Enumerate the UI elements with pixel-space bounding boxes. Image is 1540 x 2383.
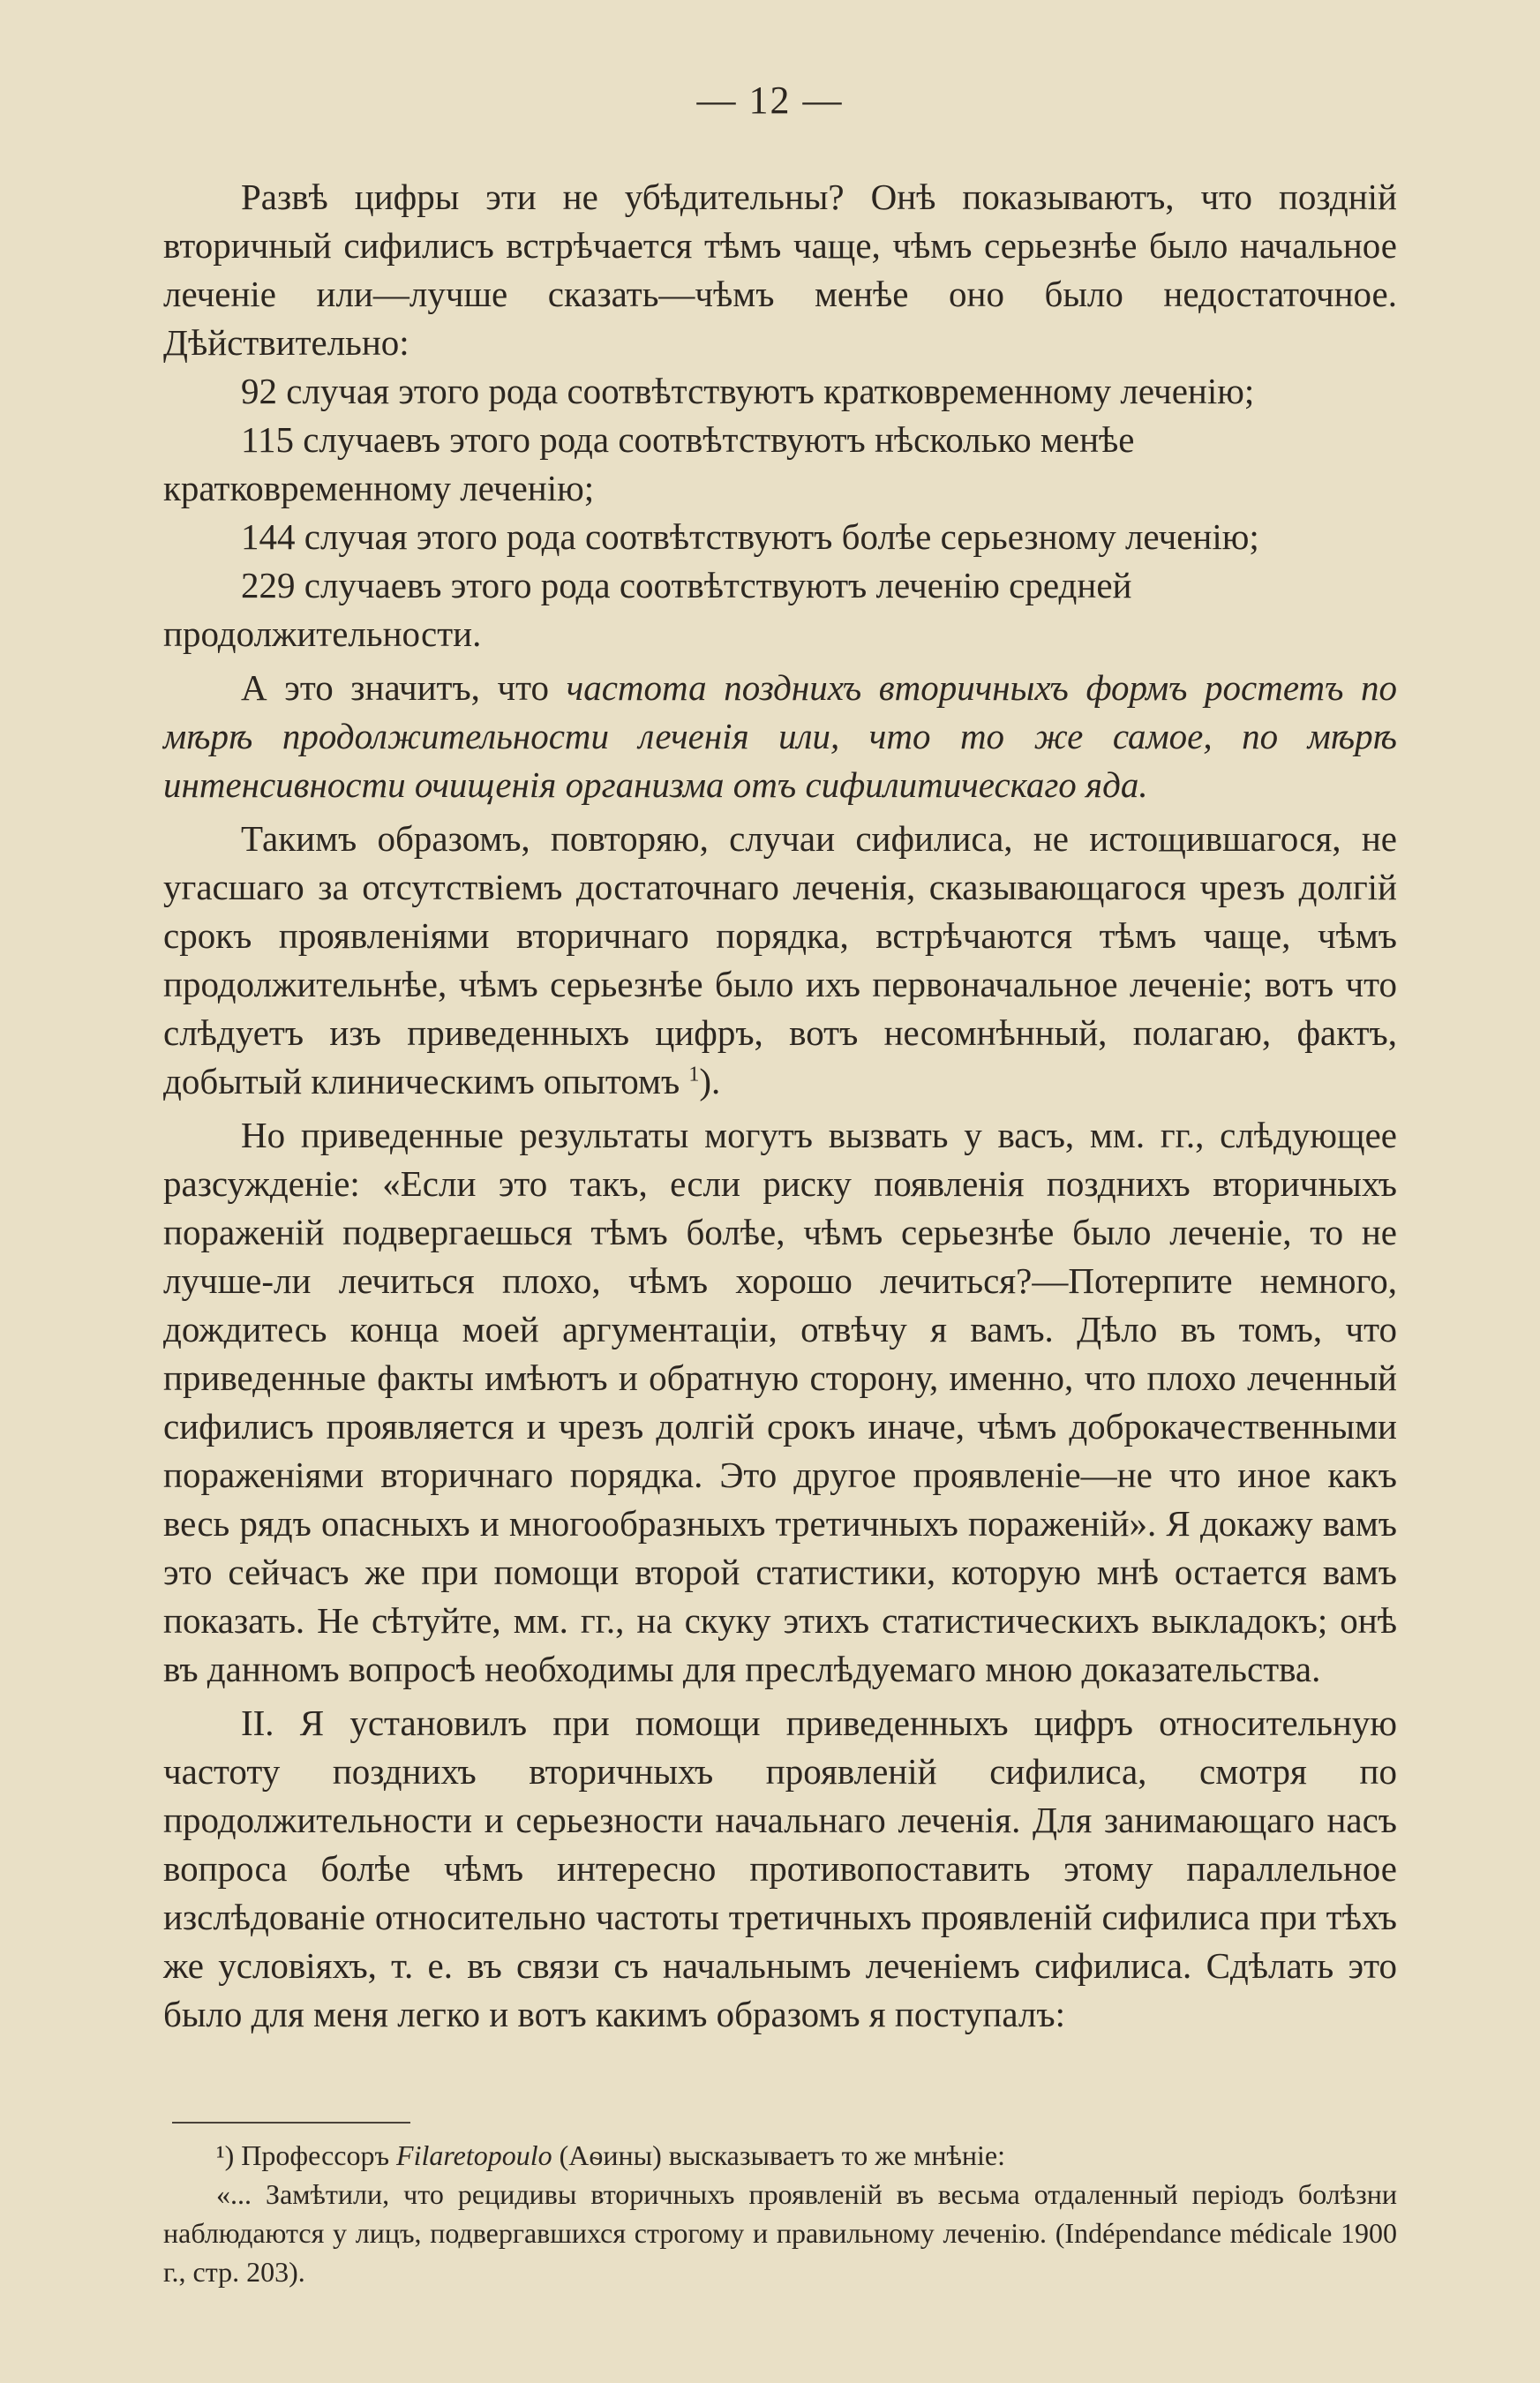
- paragraph-2: [163, 664, 1397, 809]
- footnote-line-1: [163, 2136, 1397, 2175]
- paragraph-3: [163, 815, 1397, 1106]
- paragraph-5: II. Я установилъ при помощи приведенныхъ цифръ относительную частоту позднихъ вторичныхъ проявленій сифилиса, смотря по продолжительности и серьезности начальнаго леченія. Для занимающаго насъ вопроса болѣе чѣмъ интересно противопоставить этому параллельное изслѣдованіе относительно частоты третичныхъ проявленій сифилиса при тѣхъ же условіяхъ, т. е. въ связи съ начальнымъ леченіемъ сифилиса. Сдѣлать это было для меня легко и вотъ какимъ образомъ я поступалъ:: [163, 1703, 1397, 2034]
- footnote: [163, 2136, 1397, 2291]
- main-text: [163, 173, 1397, 2039]
- paragraph-3-text: Такимъ образомъ, повторяю, случаи сифилиса, не истощившагося, не угасшаго за отсутствіемъ достаточнаго леченія, сказывающагося чрезъ долгій срокъ проявленіями вторичнаго порядка, встрѣчаются тѣмъ чаще, чѣмъ продолжительнѣе, чѣмъ серьезнѣе было ихъ первоначальное леченіе; вотъ что слѣдуетъ изъ приведенныхъ цифръ, вотъ несомнѣнный, полагаю, фактъ, добытый клиническимъ опытомъ: [163, 818, 1397, 1101]
- paragraph-1: Развѣ цифры эти не убѣдительны? Онѣ показываютъ, что поздній вторичный сифилисъ встрѣчается тѣмъ чаще, чѣмъ серьезнѣе было начальное леченіе или—лучше сказать—чѣмъ менѣе оно было недостаточное. Дѣйствительно:: [163, 177, 1397, 363]
- footnote-quote: «... Замѣтили, что рецидивы вторичныхъ проявленій въ весьма отдаленный періодъ болѣзни наблюдаются у лицъ, подвергавшихся строгому и правильному леченію. (Indépendance médicale 1900 г., стр. 203).: [163, 2178, 1397, 2288]
- footnote-text: Профессоръ: [241, 2139, 397, 2171]
- paragraph-2-lead: А это значитъ, что: [241, 667, 567, 708]
- page-number: — 12 —: [696, 79, 844, 122]
- footnote-divider: [172, 2122, 410, 2124]
- case-list: [163, 367, 1397, 658]
- footnote-marker: ¹): [216, 2139, 235, 2171]
- footnote-reference: 1: [688, 1063, 700, 1086]
- case-list-item: 92 случая этого рода соотвѣтствуютъ кратковременному леченію;: [241, 371, 1255, 411]
- case-list-item: 115 случаевъ этого рода соотвѣтствуютъ нѣсколько менѣе кратковременному леченію;: [163, 419, 1135, 508]
- case-list-item: 229 случаевъ этого рода соотвѣтствуютъ леченію средней продолжительности.: [163, 565, 1132, 654]
- footnote-text-2: (Аѳины) высказываетъ то же мнѣніе:: [552, 2139, 1005, 2171]
- footnote-author: Filaretopoulo: [396, 2139, 552, 2171]
- paragraph-3-end: ).: [699, 1061, 721, 1101]
- case-list-item: 144 случая этого рода соотвѣтствуютъ болѣе серьезному леченію;: [241, 516, 1259, 557]
- paragraph-4: Но приведенные результаты могутъ вызвать у васъ, мм. гг., слѣдующее разсужденіе: «Если это такъ, если риску появленія позднихъ вторичныхъ пораженій подвергаешься тѣмъ болѣе, чѣмъ серьезнѣе было леченіе, то не лучше-ли лечиться плохо, чѣмъ хорошо лечиться?—Потерпите немного, дождитесь конца моей аргументаціи, отвѣчу я вамъ. Дѣло въ томъ, что приведенные факты имѣютъ и обратную сторону, именно, что плохо леченный сифилисъ проявляется и чрезъ долгій срокъ иначе, чѣмъ доброкачественными пораженіями вторичнаго порядка. Это другое проявленіе—не что иное какъ весь рядъ опасныхъ и многообразныхъ третичныхъ пораженій». Я докажу вамъ это сейчасъ же при помощи второй статистики, которую мнѣ остается вамъ показать. Не сѣтуйте, мм. гг., на скуку этихъ статистическихъ выкладокъ; онѣ въ данномъ вопросѣ необходимы для преслѣдуемаго мною доказательства.: [163, 1115, 1397, 1689]
- paragraph-2-emphasis: частота позднихъ вторичныхъ формъ ростетъ по мѣрѣ продолжительности леченія или, что то же самое, по мѣрѣ интенсивности очищенія организма отъ сифилитическаго яда.: [163, 667, 1397, 805]
